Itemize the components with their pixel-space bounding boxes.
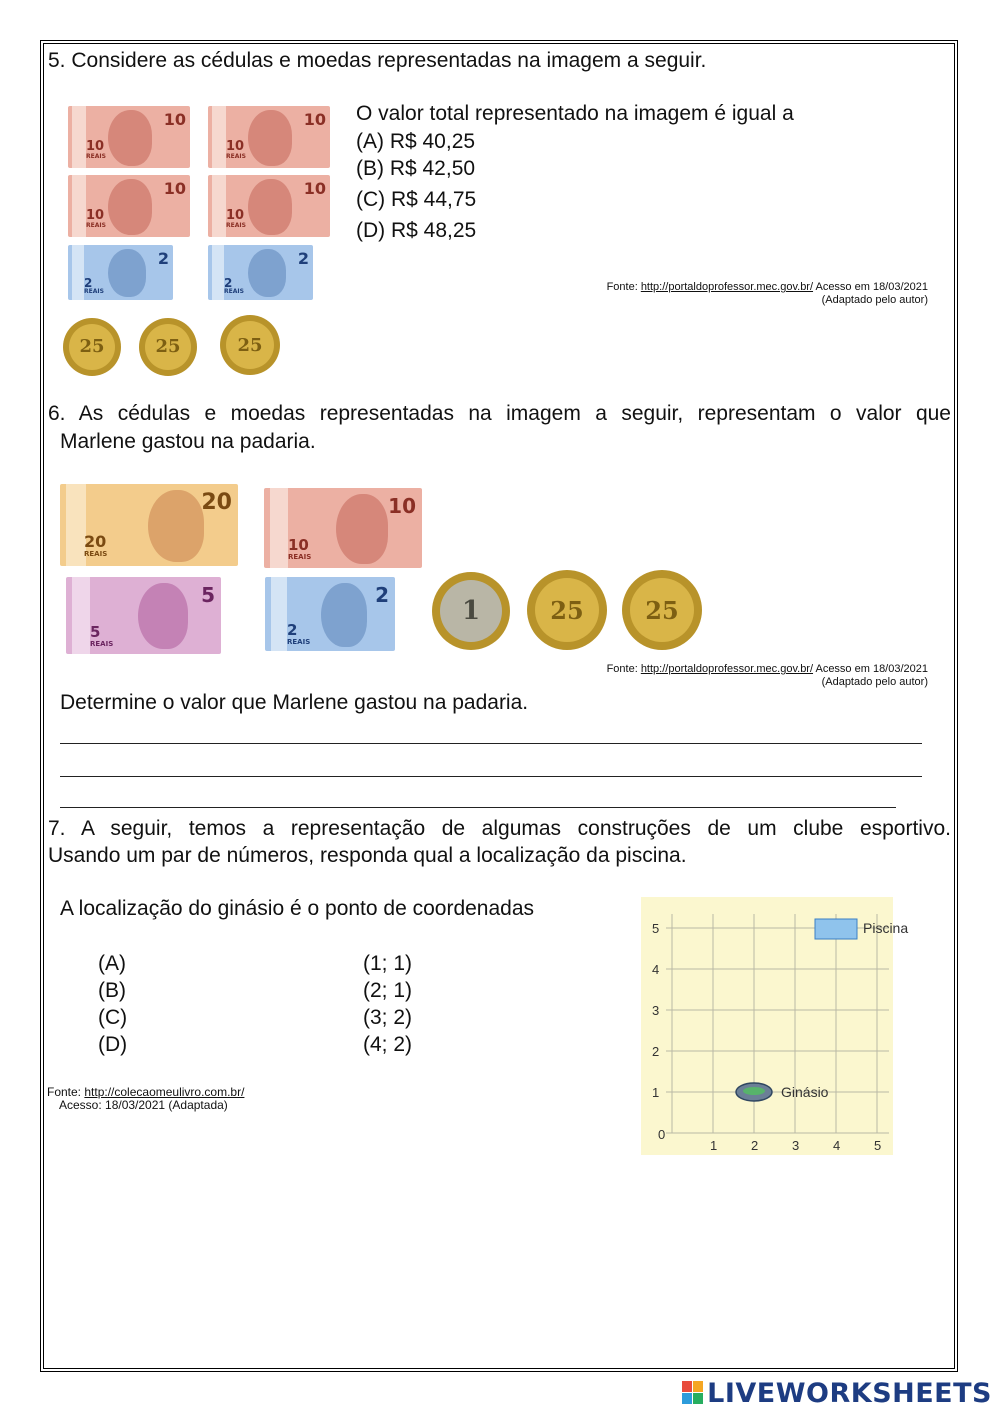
q7-prompt: A localização do ginásio é o ponto de coordenadas: [60, 897, 535, 920]
point-label: Ginásio: [781, 1084, 829, 1100]
coin-25: 25: [622, 570, 702, 650]
x-tick-label: 1: [710, 1138, 718, 1153]
banknote-10: 10 10 REAIS: [68, 106, 190, 168]
answer-line[interactable]: [60, 807, 896, 808]
banknote-2: 2 2 REAIS: [208, 245, 313, 300]
q7-option-d-value[interactable]: (4; 2): [363, 1033, 413, 1056]
origin-label: 0: [658, 1127, 666, 1142]
q7-option-a-value[interactable]: (1; 1): [363, 952, 413, 975]
y-tick-label: 1: [652, 1085, 660, 1100]
liveworksheets-logo: [682, 1376, 992, 1410]
x-tick-label: 3: [792, 1138, 800, 1153]
y-tick-label: 2: [652, 1044, 660, 1059]
x-tick-label: 5: [874, 1138, 882, 1153]
q6-statement-line2: Marlene gastou na padaria.: [60, 430, 316, 453]
q6-statement-line1: 6. As cédulas e moedas representadas na imagem a seguir, representam o valor que: [48, 402, 951, 425]
banknote-10: 10 10 REAIS: [68, 175, 190, 237]
q6-source: Fonte: http://portaldoprofessor.mec.gov.br/ Acesso em 18/03/2021 (Adaptado pelo autor): [606, 663, 928, 688]
y-tick-label: 4: [652, 962, 660, 977]
banknote-2: 2 2 REAIS: [68, 245, 173, 300]
grid-svg: [641, 897, 909, 1155]
q5-option-b[interactable]: (B) R$ 42,50: [356, 157, 476, 180]
q5-prompt: O valor total representado na imagem é igual a: [356, 102, 794, 125]
answer-line[interactable]: [60, 743, 922, 744]
q7-option-d-letter[interactable]: (D): [98, 1033, 128, 1056]
q7-statement-line1: 7. A seguir, temos a representação de algumas construções de um clube esportivo.: [48, 817, 951, 840]
banknote-10: 10 10 REAIS: [264, 488, 422, 568]
q7-option-c-letter[interactable]: (C): [98, 1006, 128, 1029]
q5-option-c[interactable]: (C) R$ 44,75: [356, 188, 477, 211]
y-tick-label: 3: [652, 1003, 660, 1018]
q5-source-link[interactable]: http://portaldoprofessor.mec.gov.br/: [640, 281, 814, 293]
q6-question: Determine o valor que Marlene gastou na padaria.: [60, 691, 529, 714]
coin-25: 25: [139, 318, 197, 376]
q7-source: Fonte: http://colecaomeulivro.com.br/ Acesso: 18/03/2021 (Adaptada): [47, 1085, 245, 1112]
point-label: Piscina: [863, 920, 909, 936]
coin-25: 25: [527, 570, 607, 650]
q5-source: Fonte: http://portaldoprofessor.mec.gov.br/ Acesso em 18/03/2021 (Adaptado pelo autor): [606, 281, 928, 306]
banknote-10: 10 10 REAIS: [208, 175, 330, 237]
q5-option-a[interactable]: (A) R$ 40,25: [356, 130, 476, 153]
banknote-5: 5 5 REAIS: [66, 577, 221, 654]
q5-statement: 5. Considere as cédulas e moedas representadas na imagem a seguir.: [48, 49, 707, 72]
q7-statement-line2: Usando um par de números, responda qual a localização da piscina.: [48, 844, 687, 867]
q6-source-link[interactable]: http://portaldoprofessor.mec.gov.br/: [640, 663, 814, 675]
q7-option-b-letter[interactable]: (B): [98, 979, 126, 1002]
logo-mark-icon: [682, 1381, 704, 1405]
q7-source-link[interactable]: http://colecaomeulivro.com.br/: [84, 1085, 245, 1099]
ginasio-field: [743, 1087, 765, 1095]
coordinate-grid-chart: [641, 897, 909, 1155]
q5-option-d[interactable]: (D) R$ 48,25: [356, 219, 477, 242]
coin-1-real: 1: [432, 572, 510, 650]
y-tick-label: 5: [652, 921, 660, 936]
answer-line[interactable]: [60, 776, 922, 777]
coin-25: 25: [63, 318, 121, 376]
x-tick-label: 4: [833, 1138, 841, 1153]
logo-text: LIVEWORKSHEETS: [707, 1377, 992, 1409]
q7-option-c-value[interactable]: (3; 2): [363, 1006, 413, 1029]
banknote-10: 10 10 REAIS: [208, 106, 330, 168]
banknote-2: 2 2 REAIS: [265, 577, 395, 651]
q7-option-a-letter[interactable]: (A): [98, 952, 126, 975]
x-tick-label: 2: [751, 1138, 759, 1153]
coin-25: 25: [220, 315, 280, 375]
point-piscina: [815, 919, 857, 939]
banknote-20: 20 20 REAIS: [60, 484, 238, 566]
q7-option-b-value[interactable]: (2; 1): [363, 979, 413, 1002]
